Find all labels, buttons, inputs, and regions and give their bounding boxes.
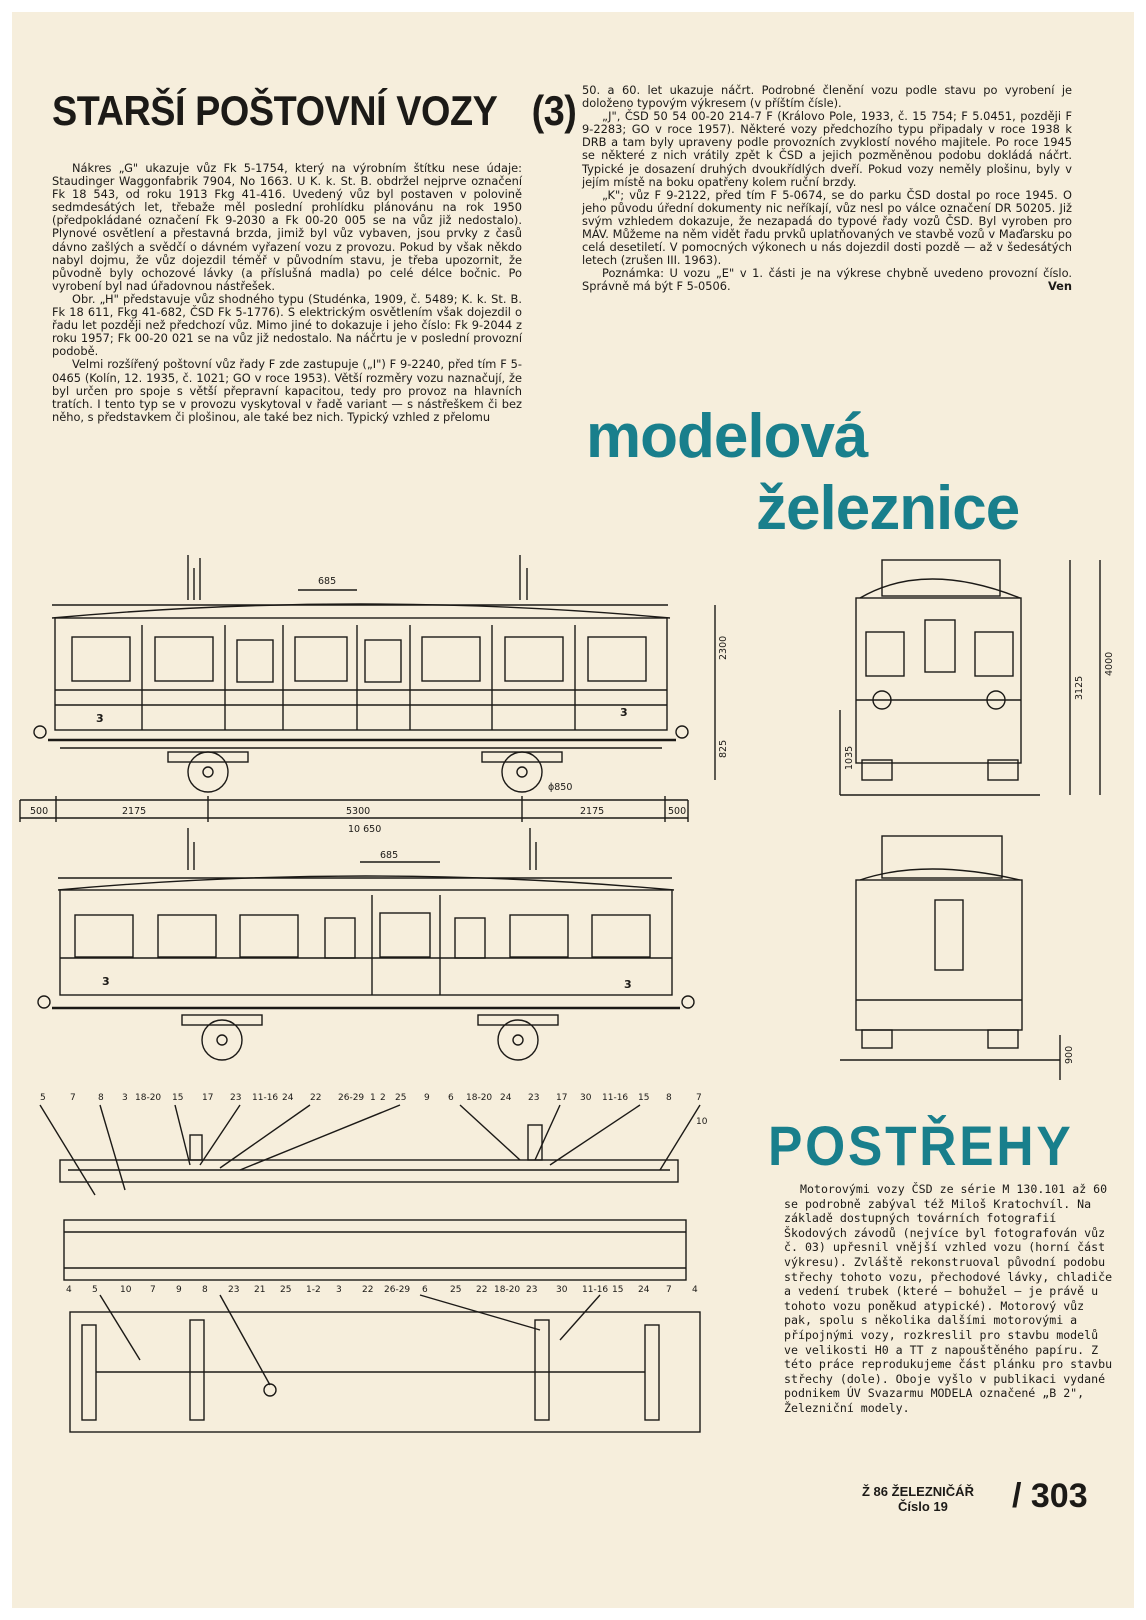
dimension-label: 10 650 xyxy=(348,824,382,835)
part-number-label: 15 xyxy=(172,1093,184,1103)
class-number-mark: 3 xyxy=(620,706,628,719)
page-number: / 303 xyxy=(1012,1477,1088,1515)
article-paragraph: Nákres „G" ukazuje vůz Fk 5-1754, který na výrobním štítku nese údaje: Staudinger Waggonfabrik 7904, No 1663. U K. k. St. B. obdržel nejprve označení Fk 18 543, od roku 1913 Fkg 41-416. Uvedený vůz byl postaven v polovině sedmdesátých let, třebaže měl poslední prohlídku plánovánu na rok 1950 (předpokládané označení Fk 9-2030 a Fk 00-20 005 se na vůz již nedostalo). Plynové osvětlení a přestavná brzda, jimiž byl vůz vybaven, jsou prvky z časů dávno zašlých a svědčí o dávném vyřazení vozu z provozu. Pokud by však někdo nabyl dojmu, že vůz dojezdil téměř v původním stavu, je třeba upozornit, že původně byly ochozové lávky (a příslušná madla) po celé délce bočnic. Po vyrobení byl nad úřadovnou nástřešek. xyxy=(52,161,522,293)
front-end-view xyxy=(840,560,1100,795)
part-number-label: 9 xyxy=(176,1285,182,1295)
part-number-label: 24 xyxy=(500,1093,512,1103)
part-number-label: 17 xyxy=(202,1093,214,1103)
article-paragraph: „J", ČSD 50 54 00-20 214-7 F (Královo Pole, 1933, č. 15 754; F 5.0451, později F 9-2283; GO v roce 1957). Některé vozy předchozího typu připadaly v roce 1938 k DRB a tam byly upraveny podle provozních zvyklostí nového majitele. Po roce 1945 se některé z nich vrátily zpět k ČSD a jejich pozměněnou podobu dokládá náčrt. Typické je dosazení druhých dvoukřídlých dveří. Pokud vozy neměly plošinu, byly v jejím místě na boku opatřeny kolem ruční brzdy. xyxy=(582,109,1072,189)
side-view-car-h xyxy=(38,828,694,1060)
dimension-label: 900 xyxy=(1064,1045,1075,1064)
part-number-label: 17 xyxy=(556,1093,568,1103)
roof-plan-top xyxy=(40,1105,700,1195)
part-number-label: 5 xyxy=(92,1285,98,1295)
part-number-label: 23 xyxy=(228,1285,240,1295)
part-number-label: 22 xyxy=(476,1285,488,1295)
dimension-label: 2175 xyxy=(122,806,147,817)
part-number-label: 30 xyxy=(556,1285,568,1295)
dimension-label: 4000 xyxy=(1104,651,1115,676)
part-number-label: 3 xyxy=(122,1093,128,1103)
postrehy-heading: POSTŘEHY xyxy=(768,1114,1074,1177)
dimension-label: 685 xyxy=(318,576,337,587)
part-number-label: 23 xyxy=(528,1093,540,1103)
rear-end-view xyxy=(840,836,1060,1080)
part-number-label: 7 xyxy=(696,1093,702,1103)
dimension-label: 500 xyxy=(30,806,49,817)
part-number-label: 7 xyxy=(666,1285,672,1295)
part-number-label: 6 xyxy=(422,1285,428,1295)
dimension-label: 1035 xyxy=(844,745,855,770)
part-number-label: 18-20 xyxy=(466,1093,493,1103)
part-number-label: 18-20 xyxy=(135,1093,162,1103)
part-number-label: 1 xyxy=(370,1093,376,1103)
issue-footer xyxy=(862,1484,974,1514)
part-number-label: 7 xyxy=(150,1285,156,1295)
part-number-label: 9 xyxy=(424,1093,430,1103)
part-number-label: 5 xyxy=(40,1093,46,1103)
article-paragraph: Velmi rozšířený poštovní vůz řady F zde zastupuje („I") F 9-2240, před tím F 5-0465 (Kolín, 12. 1935, č. 1021; GO v roce 1953). Větší rozměry vozu naznačují, že byl určen pro spoje s větší přepravní kapacitou, tedy pro provoz na hlavních tratích. I tento typ se v provozu vyskytoval v řadě variant — s nástřeškem či bez něho, s představkem či plošinou, ale také bez nich. Typický vzhled z přelomu xyxy=(52,357,522,424)
part-number-label: 8 xyxy=(202,1285,208,1295)
wheel-diameter-label: ϕ850 xyxy=(548,782,573,793)
class-number-mark: 3 xyxy=(102,975,110,988)
dimension-label: 5300 xyxy=(346,806,371,817)
part-number-label: 15 xyxy=(612,1285,624,1295)
magazine-name: Ž 86 ŽELEZNIČÁŘ xyxy=(862,1484,974,1499)
part-number-label: 23 xyxy=(230,1093,242,1103)
part-number-label: 25 xyxy=(280,1285,292,1295)
part-number-label: 25 xyxy=(450,1285,462,1295)
section-heading-line1: modelová xyxy=(586,402,868,471)
part-number-label: 24 xyxy=(638,1285,650,1295)
part-number-label: 26-29 xyxy=(338,1093,365,1103)
part-number-label: 3 xyxy=(336,1285,342,1295)
part-number-label: 30 xyxy=(580,1093,592,1103)
issue-number: Číslo 19 xyxy=(898,1499,948,1514)
part-number-label: 1-2 xyxy=(306,1285,321,1295)
article-paragraph: 50. a 60. let ukazuje náčrt. Podrobné členění vozu podle stavu po vyrobení je doloženo typovým výkresem (v příštím čísle). xyxy=(582,83,1072,111)
note-text: Poznámka: U vozu „E" v 1. části je na výkrese chybně uvedeno provozní číslo. Správně má být F 5-0506. xyxy=(582,266,1072,294)
part-number-label: 7 xyxy=(70,1093,76,1103)
dimension-label: 3125 xyxy=(1074,675,1085,700)
part-number-label: 21 xyxy=(254,1285,266,1295)
dimension-label: 500 xyxy=(668,806,687,817)
part-number-label: 11-16 xyxy=(582,1285,609,1295)
part-number-label: 10 xyxy=(696,1117,708,1127)
dimension-label: 825 xyxy=(718,739,729,758)
part-number-label: 18-20 xyxy=(494,1285,521,1295)
dimension-label: 2300 xyxy=(718,635,729,660)
side-view-car-g xyxy=(20,555,715,822)
part-number-label: 2 xyxy=(380,1093,386,1103)
article-title-text: STARŠÍ POŠTOVNÍ VOZY xyxy=(52,87,498,134)
part-number-label: 15 xyxy=(638,1093,650,1103)
article-paragraph: „K"; vůz F 9-2122, před tím F 5-0674, se do parku ČSD dostal po roce 1945. O jeho původu úřední dokumenty nic neříkají, vůz nesl po válce označení DR 50205. Již svým vzhledem dokazuje, že nezapadá do typové řady vozů ČSD. Byl vyroben pro MÁV. Můžeme na něm vidět řadu prvků uplatňovaných ve stavbě vozů v Maďarsku po celá desetiletí. V pomocných výkonech u nás dojezdil dosti pozdě — až v šedesátých letech (zrušen III. 1963). xyxy=(582,187,1072,268)
part-number-label: 4 xyxy=(692,1285,698,1295)
article-part-number: (3) xyxy=(531,87,577,134)
article-paragraph: Obr. „H" představuje vůz shodného typu (Studénka, 1909, č. 5489; K. k. St. B. Fk 18 611, Fkg 41-682, ČSD Fk 5-1776). S elektrickým osvětlením však dojezdil o řadu let později než předchozí vůz. Mimo jiné to dokazuje i jeho číslo: Fk 9-2044 z roku 1957; Fk 00-20 021 se na vůz již nedostalo. Na náčrtu je v poslední provozní podobě. xyxy=(52,291,522,359)
part-number-label: 4 xyxy=(66,1285,72,1295)
part-number-label: 22 xyxy=(362,1285,374,1295)
dimension-label: 2175 xyxy=(580,806,605,817)
part-number-label: 11-16 xyxy=(602,1093,629,1103)
part-number-label: 24 xyxy=(282,1093,294,1103)
postrehy-paragraph: Motorovými vozy ČSD ze série M 130.101 až 60 se podrobně zabýval též Miloš Kratochvíl. Na základě dostupných továrních fotografií Škodových závodů (nejvíce byl fotografován vůz č. 03) upřesnil vnější vzhled vozu (horní část výkresu). Zvláště rekonstruoval původní podobu střechy tohoto vozu, přechodové lávky, chladiče a vedení trubek (které — bohužel — je právě u tohoto vozu poněkud atypické). Motorový vůz pak, spolu s několika dalšími motorovými a přípojnými vozy, rozkreslil pro stavbu modelů ve velikosti H0 a TT z napouštěného papíru. Z této práce reprodukujeme část plánku pro stavbu střechy (dole). Oboje vyšlo v publikaci vydané podnikem ÚV Svazarmu MODELA označené „B 2", Železniční modely. xyxy=(784,1182,1113,1415)
dimension-label: 685 xyxy=(380,850,399,861)
part-number-label: 8 xyxy=(98,1093,104,1103)
part-number-label: 10 xyxy=(120,1285,132,1295)
author-signature: Ven xyxy=(1047,279,1072,294)
class-number-mark: 3 xyxy=(96,712,104,725)
part-number-label: 6 xyxy=(448,1093,454,1103)
part-number-label: 23 xyxy=(526,1285,538,1295)
part-number-label: 8 xyxy=(666,1093,672,1103)
roof-plan-bottom xyxy=(64,1220,700,1432)
class-number-mark: 3 xyxy=(624,978,632,991)
part-number-label: 26-29 xyxy=(384,1285,411,1295)
postrehy-column xyxy=(784,1182,1114,1416)
part-number-label: 25 xyxy=(395,1093,407,1103)
section-heading-line2: železnice xyxy=(756,474,1020,543)
part-number-label: 22 xyxy=(310,1093,322,1103)
part-number-label: 11-16 xyxy=(252,1093,279,1103)
